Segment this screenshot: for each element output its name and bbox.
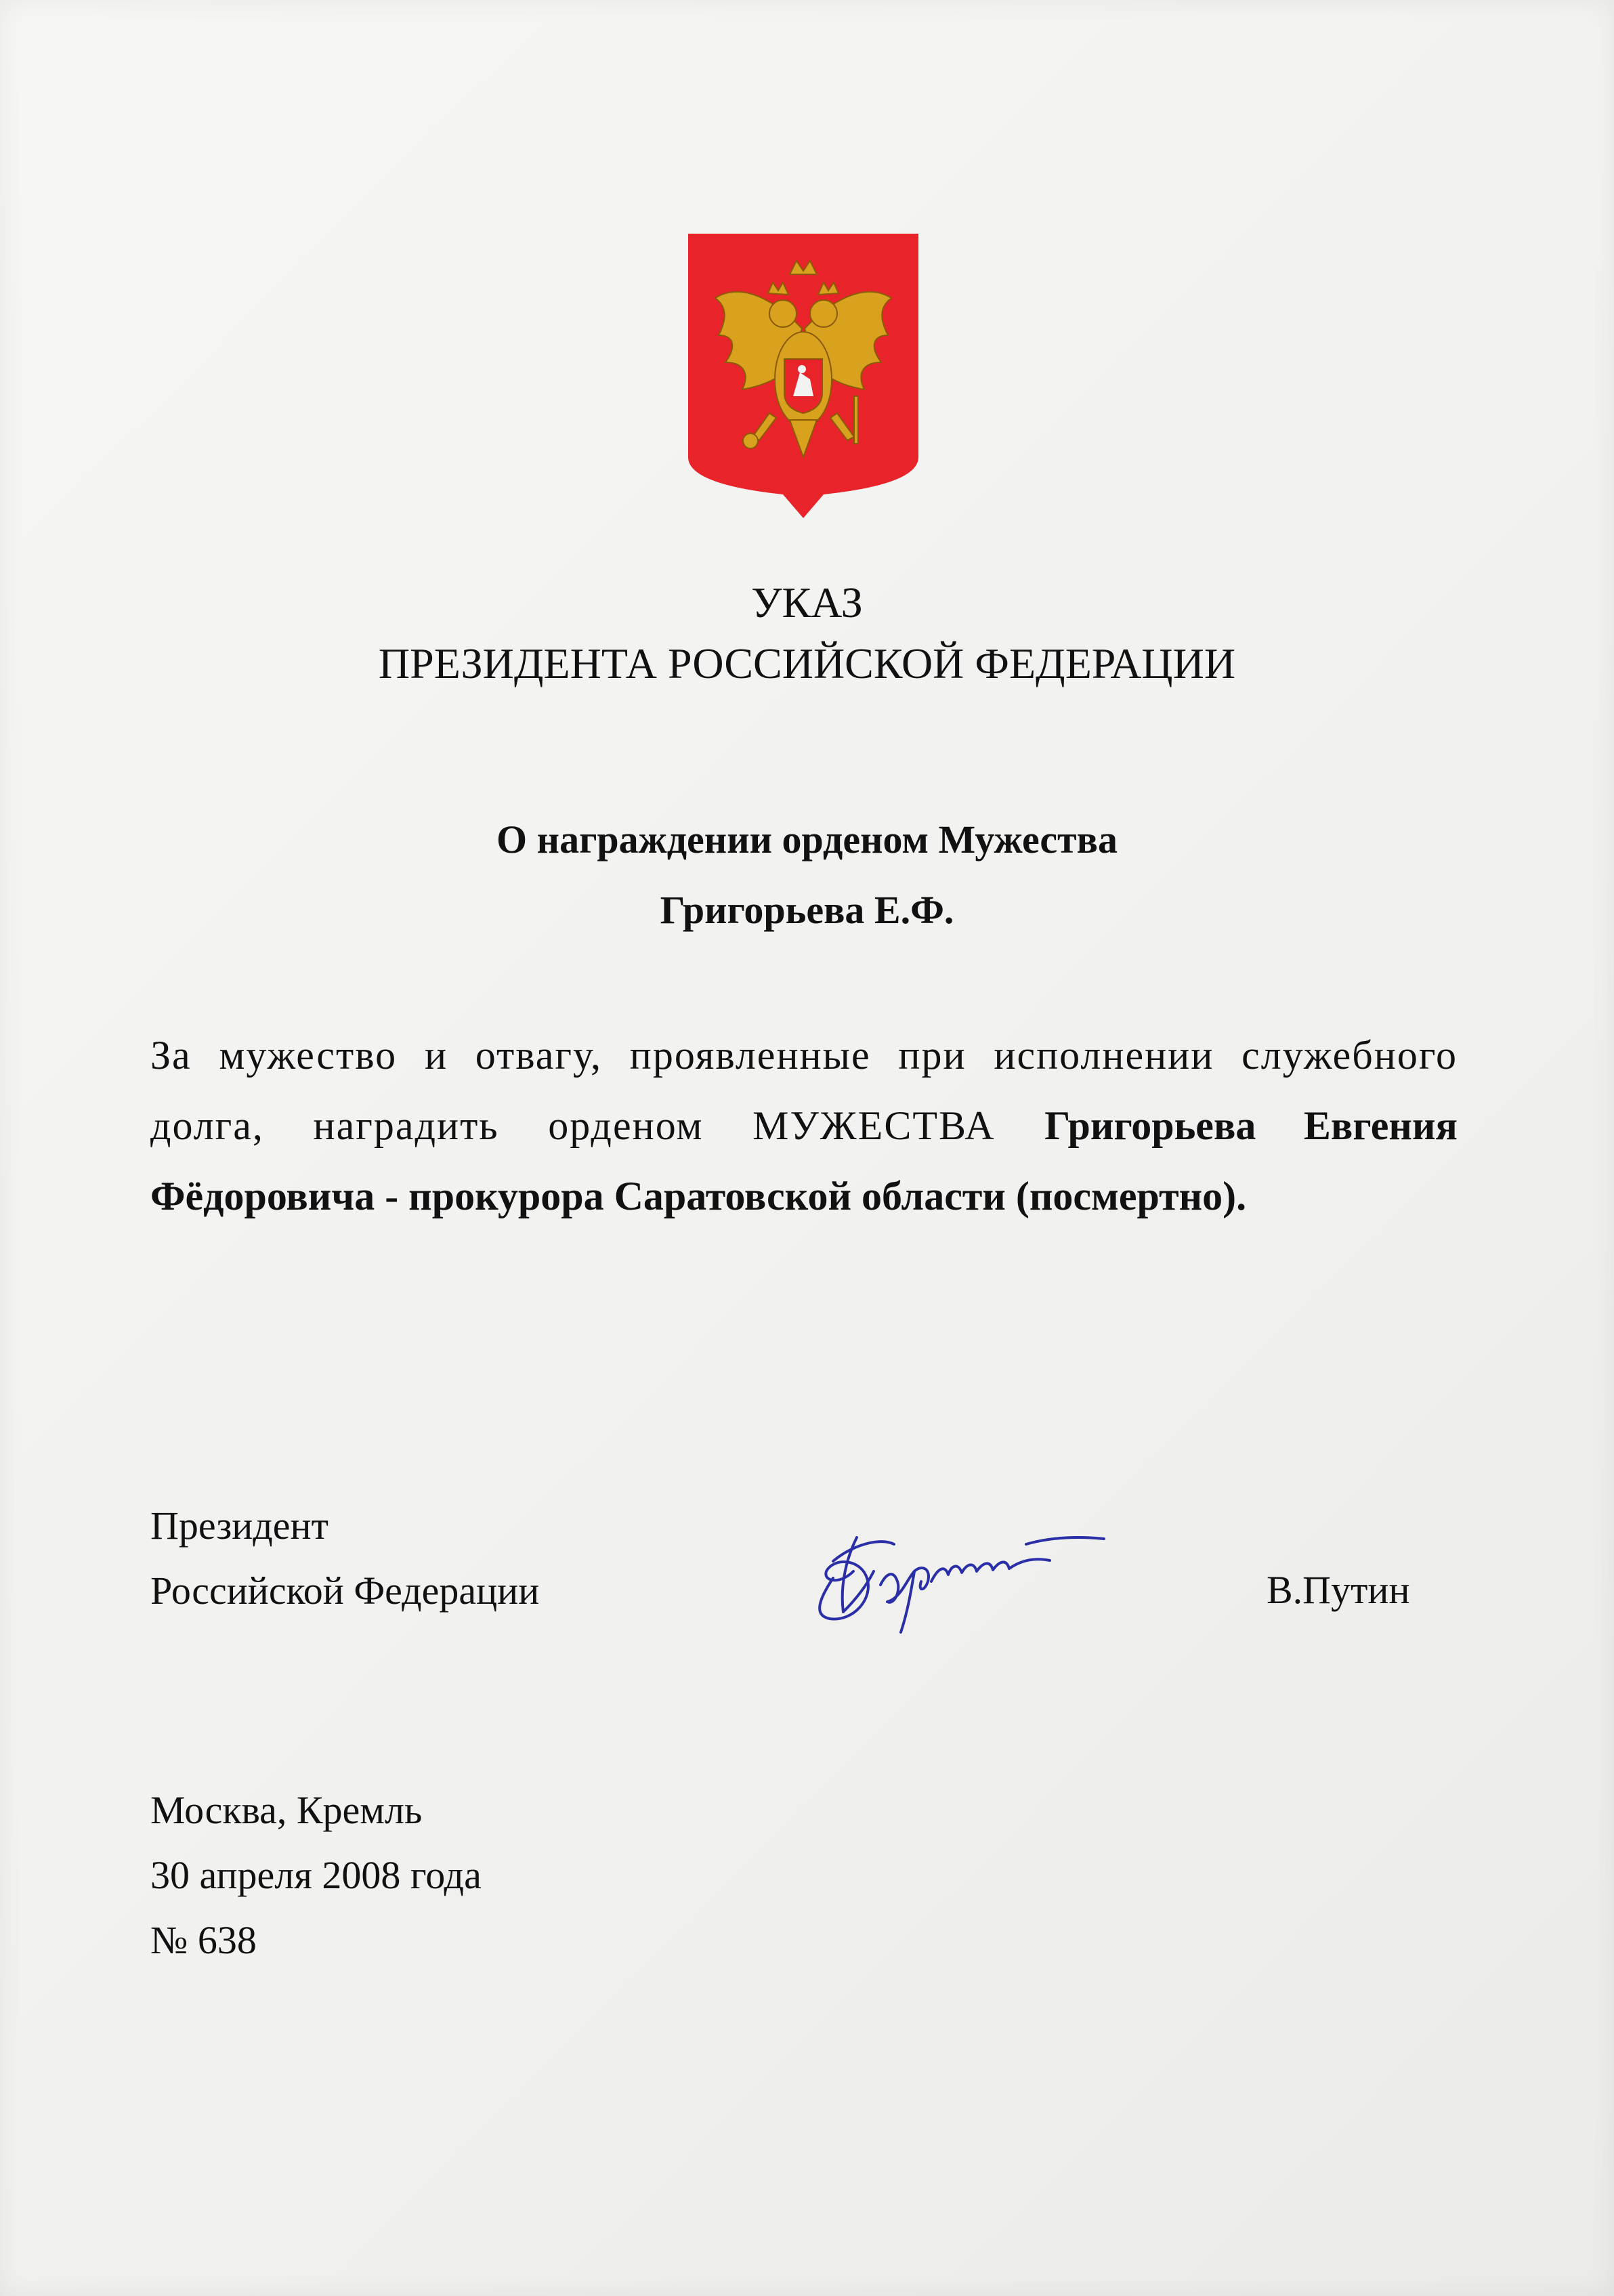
signatory-position — [150, 1493, 539, 1623]
subject-line-2: Григорьева Е.Ф. — [660, 888, 954, 932]
subject-line-1: О награждении орденом Мужества — [496, 817, 1118, 862]
title-line-decree: УКАЗ — [751, 578, 863, 626]
issue-place: Москва, Кремль — [150, 1788, 423, 1832]
decree-title — [0, 572, 1614, 694]
signatory-position-line-1: Президент — [150, 1504, 328, 1548]
body-text-plain: За мужество и отвагу, проявленные при исполнении служебного долга, наградить орденом МУЖЕСТВА — [150, 1033, 1458, 1148]
decree-subject — [0, 805, 1614, 945]
title-line-president: ПРЕЗИДЕНТА РОССИЙСКОЙ ФЕДЕРАЦИИ — [378, 639, 1236, 687]
coat-of-arms-icon — [688, 234, 918, 518]
issue-date: 30 апреля 2008 года — [150, 1853, 482, 1897]
signatory-position-line-2: Российской Федерации — [150, 1569, 540, 1613]
decree-issue-details — [150, 1778, 482, 1973]
signatory-name: В.Путин — [1267, 1568, 1410, 1612]
decree-body — [150, 1020, 1458, 1231]
decree-number: № 638 — [150, 1918, 257, 1962]
body-text-awardee: Григорьева Евгения Фёдоровича - прокурора Саратовской области (посмертно). — [150, 1103, 1458, 1218]
handwritten-signature — [792, 1497, 1145, 1639]
